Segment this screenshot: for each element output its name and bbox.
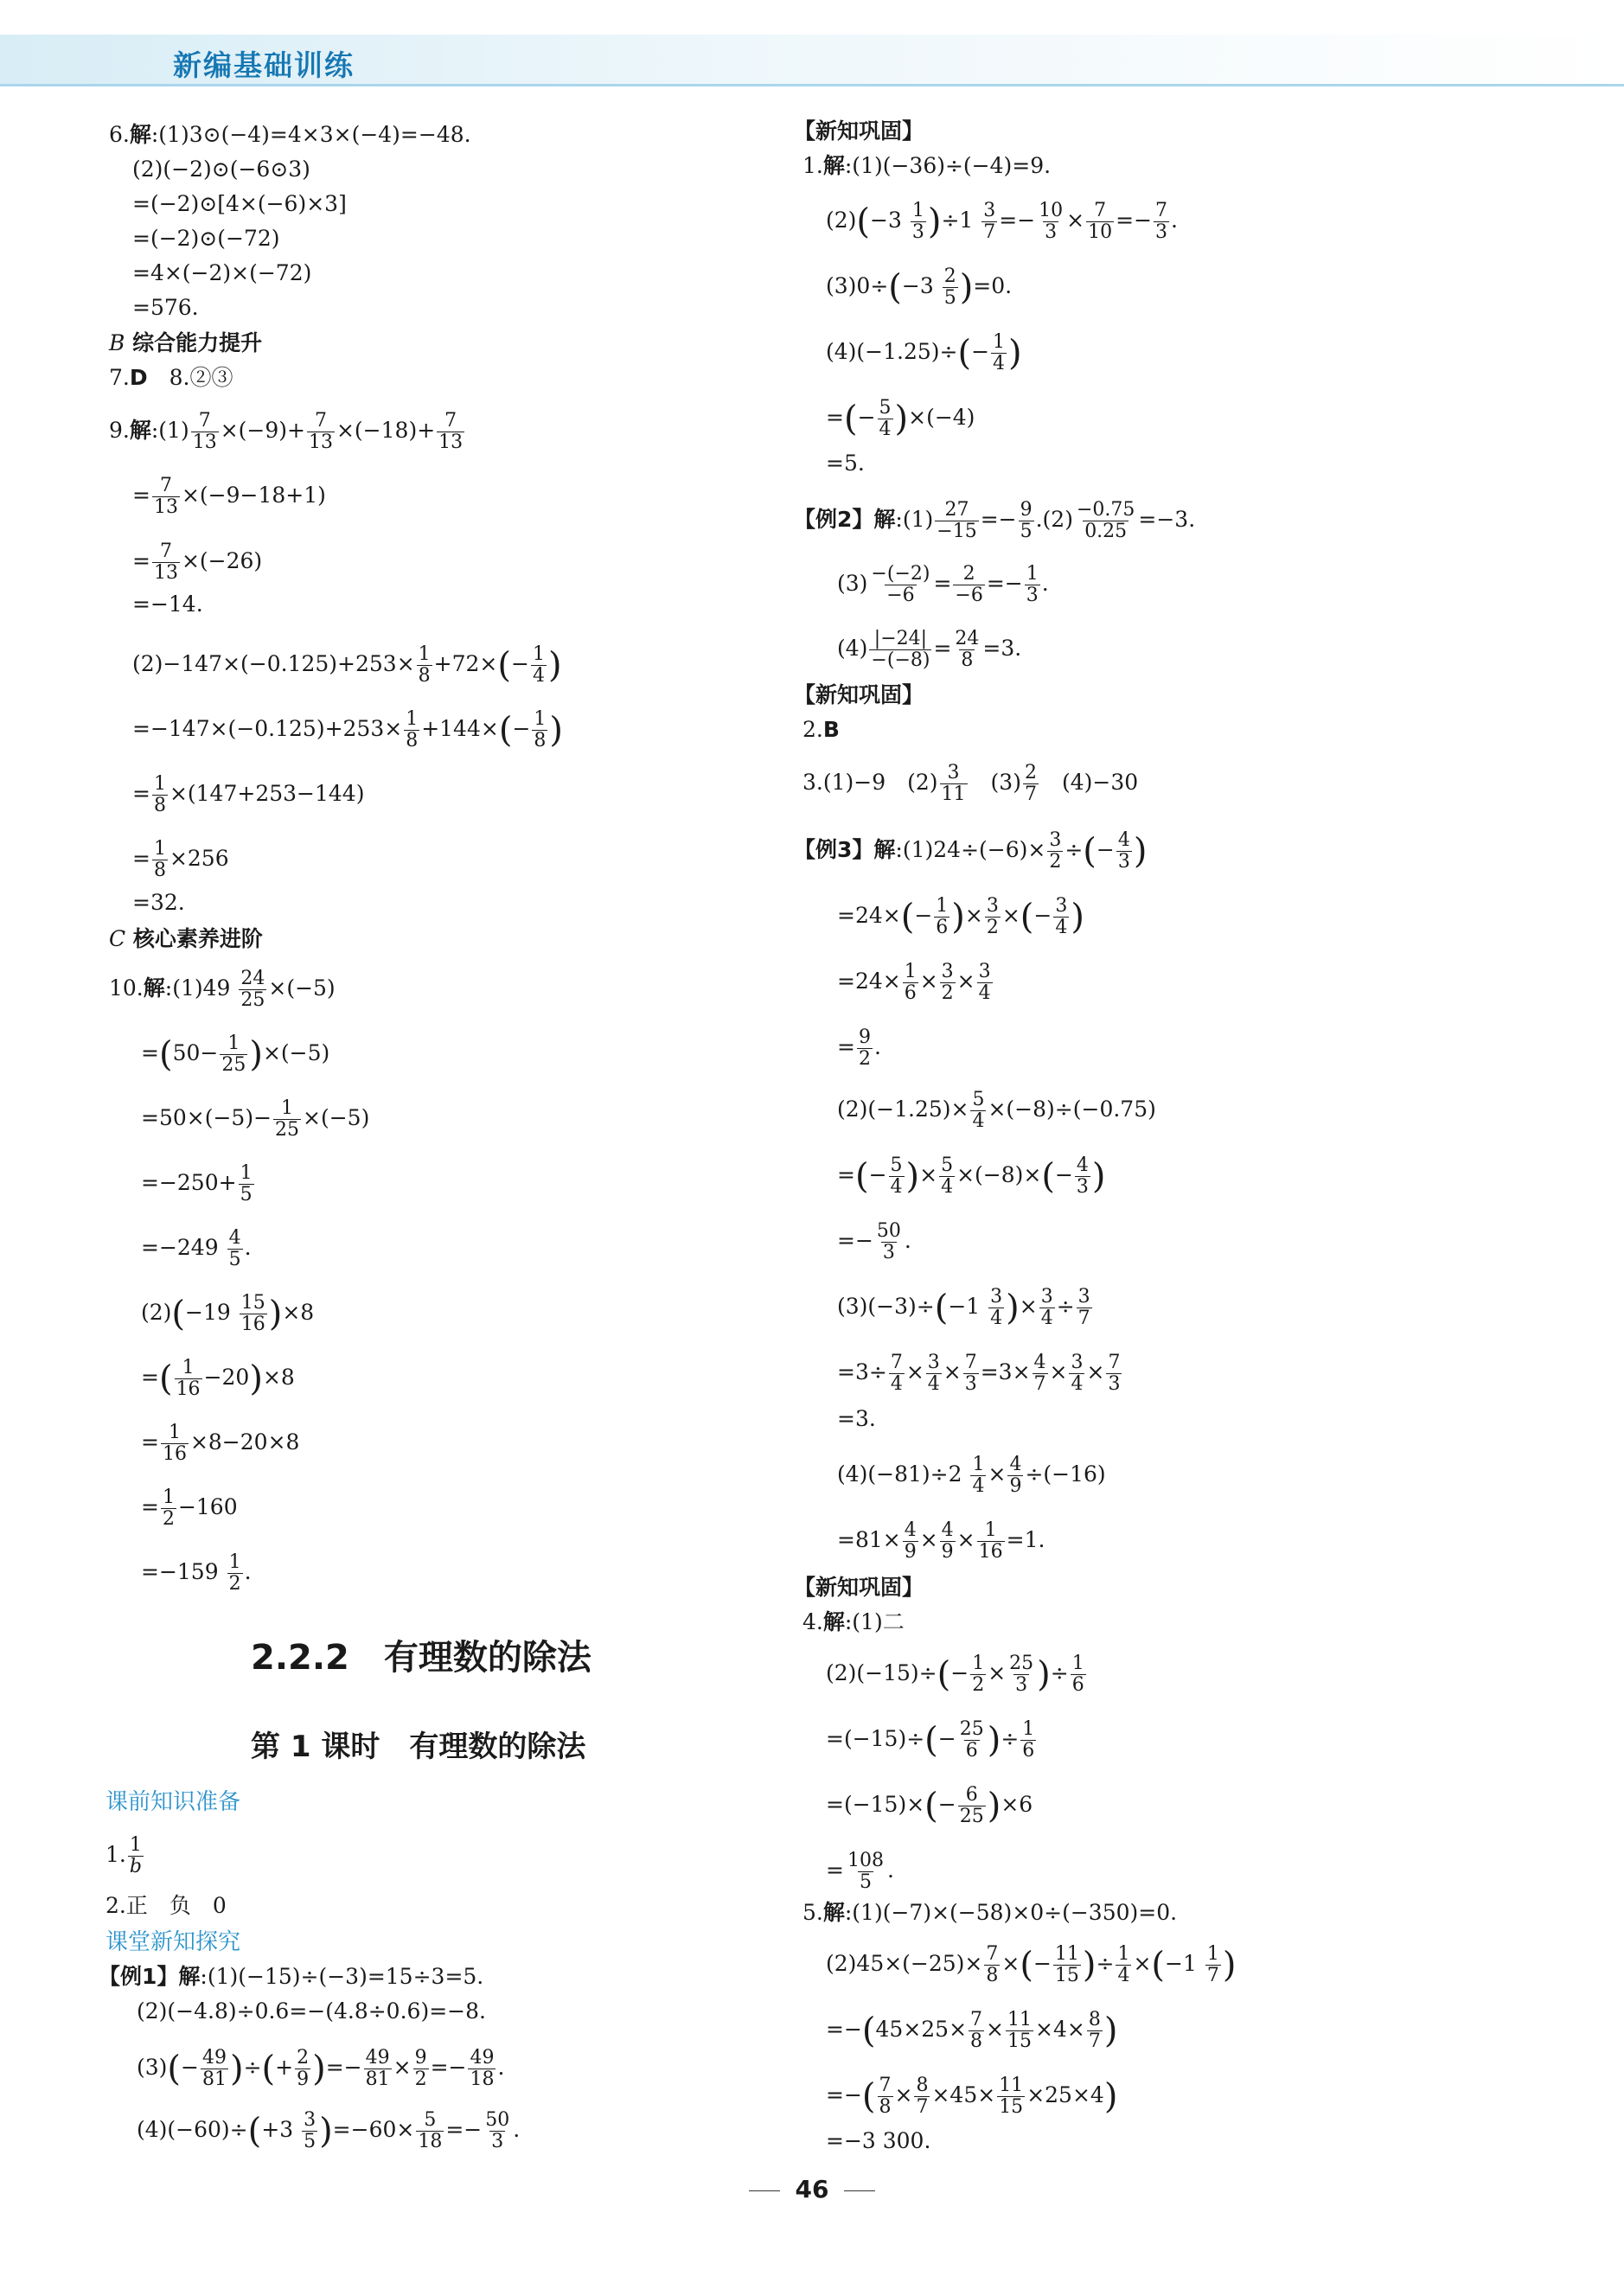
header-title: 新编基础训练 [173, 48, 355, 82]
r4-line-2: (2)(−15)÷(− $\frac{1}{2}$ × $\frac{25}{3}$ )÷ $\frac{1}{6}$ [826, 1653, 1084, 1696]
example3-line-4: = $\frac{9}{2}$ . [837, 1026, 881, 1070]
q6-line-1: 6.解:(1)3⊙(−4)=4×3×(−4)=−48. [109, 122, 471, 147]
example2-line-3: (4) $\frac{|-24|}{-(-8)}$ = $\frac{24}{8}$ =3. [837, 628, 1022, 671]
r4-line-4: =(−15)×(− $\frac{6}{25}$ )×6 [826, 1784, 1033, 1827]
r3-answer: 3.(1)−9 (2) $\frac{3}{11}$ (3) $\frac{2}{7}$ (4)−30 [802, 762, 1139, 805]
r1-line-3: (3)0÷(−3 $\frac{2}{5}$ )=0. [826, 265, 1013, 309]
r2-answer: 2.B [802, 717, 840, 742]
example3-line-1: 【例3】解:(1)24÷(−6)× $\frac{3}{2}$ ÷(− $\frac{4}{3}$ ) [794, 829, 1148, 873]
r5-line-3: =−(45×25× $\frac{7}{8}$ × $\frac{11}{15}$ ×4× $\frac{8}{7}$ ) [826, 2009, 1118, 2052]
example3-line-8: (3)(−3)÷(−1 $\frac{3}{4}$ )× $\frac{3}{4}$ ÷ $\frac{3}{7}$ [837, 1286, 1090, 1329]
r5-line-5: =−3 300. [826, 2128, 931, 2153]
example2-line-1: 【例2】解:(1) $\frac{27}{-15}$ =− $\frac{9}{5}$ .(2) $\frac{-0.75}{0.25}$ =−3. [794, 499, 1196, 542]
example1-line-2: (2)(−4.8)÷0.6=−(4.8÷0.6)=−8. [137, 1998, 486, 2024]
header-divider [0, 84, 1624, 86]
example3-line-11: (4)(−81)÷2 $\frac{1}{4}$ × $\frac{4}{9}$ ÷(−16) [837, 1454, 1106, 1497]
q10-line-4: =−250+ $\frac{1}{5}$ [141, 1162, 253, 1205]
lesson-title: 第 1 课时 有理数的除法 [251, 1730, 586, 1764]
r4-line-3: =(−15)÷(− $\frac{25}{6}$ )÷ $\frac{1}{6}$ [826, 1718, 1035, 1762]
r5-line-2: (2)45×(−25)× $\frac{7}{8}$ ×(− $\frac{11}{15}$ )÷ $\frac{1}{4}$ ×(−1 $\frac{1}{7}$ ) [826, 1943, 1237, 1986]
example3-line-9: =3÷ $\frac{7}{4}$ × $\frac{3}{4}$ × $\frac{7}{3}$ =3× $\frac{4}{7}$ × $\frac{3}{4}$ × $\frac{7}{3}$ [837, 1352, 1121, 1395]
explore-heading: 课堂新知探究 [105, 1929, 241, 1955]
q10-line-6: (2)(−19 $\frac{15}{16}$ )×8 [141, 1292, 315, 1335]
q6-line-4: =(−2)⊙(−72) [132, 226, 280, 251]
example3-line-2: =24×(− $\frac{1}{6}$ )× $\frac{3}{2}$ ×(− $\frac{3}{4}$ ) [837, 895, 1084, 938]
section-c-heading: C 核心素养进阶 [109, 926, 263, 951]
r5-line-4: =−( $\frac{7}{8}$ × $\frac{8}{7}$ ×45× $\frac{11}{15}$ ×25×4) [826, 2075, 1118, 2118]
example1-line-4: (4)(−60)÷(+3 $\frac{3}{5}$ )=−60× $\frac{5}{18}$ =− $\frac{50}{3}$ . [137, 2109, 521, 2152]
pre-q2: 2.正 负 0 [105, 1893, 227, 1918]
q6-line-6: =576. [132, 295, 199, 320]
example3-line-5: (2)(−1.25)× $\frac{5}{4}$ ×(−8)÷(−0.75) [837, 1089, 1156, 1132]
q10-line-10: =−159 $\frac{1}{2}$ . [141, 1551, 252, 1595]
q10-line-5: =−249 $\frac{4}{5}$ . [141, 1227, 252, 1270]
r1-line-4b: =(− $\frac{5}{4}$ )×(−4) [826, 397, 975, 440]
q10-line-2: =(50− $\frac{1}{25}$ )×(−5) [141, 1033, 330, 1076]
r1-line-4: (4)(−1.25)÷(− $\frac{1}{4}$ ) [826, 331, 1022, 374]
q9-line-4: =−14. [132, 591, 203, 617]
section-title: 2.2.2 有理数的除法 [251, 1638, 591, 1678]
r4-line-5: = $\frac{108}{5}$ . [826, 1850, 894, 1893]
q10-line-3: =50×(−5)− $\frac{1}{25}$ ×(−5) [141, 1097, 370, 1141]
example2-line-2: (3) $\frac{-(-2)}{-6}$ = $\frac{2}{-6}$ =− $\frac{1}{3}$ . [837, 563, 1049, 606]
pre-class-heading: 课前知识准备 [105, 1789, 241, 1815]
r1-line-5: =5. [826, 451, 865, 476]
q9-line-5: (2)−147×(−0.125)+253× $\frac{1}{8}$ +72×(− $\frac{1}{4}$ ) [132, 643, 562, 687]
q6-line-5: =4×(−2)×(−72) [132, 260, 312, 285]
r5-line-1: 5.解:(1)(−7)×(−58)×0÷(−350)=0. [802, 1900, 1178, 1925]
r1-line-1: 1.解:(1)(−36)÷(−4)=9. [802, 153, 1052, 178]
pre-q1: 1. $\frac{1}{b}$ [105, 1834, 142, 1877]
q9-line-8: = $\frac{1}{8}$ ×256 [132, 838, 229, 881]
example3-line-6: =(− $\frac{5}{4}$ )× $\frac{5}{4}$ ×(−8)×(− $\frac{4}{3}$ ) [837, 1154, 1106, 1198]
q7-q8-answers: 7.D 8.②③ [109, 365, 233, 390]
example3-line-10: =3. [837, 1406, 876, 1431]
r4-line-1: 4.解:(1)二 [802, 1609, 905, 1634]
q9-line-1: 9.解:(1) $\frac{7}{13}$ ×(−9)+ $\frac{7}{13}$ ×(−18)+ $\frac{7}{13}$ [109, 410, 464, 453]
consolidate-heading-3: 【新知巩固】 [794, 1575, 924, 1600]
q9-line-9: =32. [132, 890, 185, 915]
q6-line-2: (2)(−2)⊙(−6⊙3) [132, 157, 310, 182]
example3-line-7: =− $\frac{50}{3}$ . [837, 1220, 911, 1263]
example3-line-3: =24× $\frac{1}{6}$ × $\frac{3}{2}$ × $\frac{3}{4}$ [837, 961, 991, 1004]
r1-line-2: (2)(−3 $\frac{1}{3}$ )÷1 $\frac{3}{7}$ =− $\frac{10}{3}$ × $\frac{7}{10}$ =− $\frac{7}{3}$ . [826, 200, 1178, 243]
consolidate-heading-2: 【新知巩固】 [794, 682, 924, 707]
q9-line-3: = $\frac{7}{13}$ ×(−26) [132, 540, 263, 584]
q9-line-2: = $\frac{7}{13}$ ×(−9−18+1) [132, 475, 326, 518]
page-number: 46 [0, 2175, 1624, 2203]
example1-line-1: 【例1】解:(1)(−15)÷(−3)=15÷3=5. [99, 1964, 484, 1989]
q9-line-6: =−147×(−0.125)+253× $\frac{1}{8}$ +144×(− $\frac{1}{8}$ ) [132, 708, 563, 751]
q6-line-3: =(−2)⊙[4×(−6)×3] [132, 191, 347, 216]
example3-line-12: =81× $\frac{4}{9}$ × $\frac{4}{9}$ × $\frac{1}{16}$ =1. [837, 1519, 1045, 1563]
section-b-heading: B 综合能力提升 [109, 330, 263, 355]
q10-line-1: 10.解:(1)49 $\frac{24}{25}$ ×(−5) [109, 968, 336, 1011]
q10-line-8: = $\frac{1}{16}$ ×8−20×8 [141, 1422, 300, 1465]
example1-line-3: (3)(− $\frac{49}{81}$ )÷(+ $\frac{2}{9}$ )=− $\frac{49}{81}$ × $\frac{9}{2}$ =− $\frac{49}{18}$ . [137, 2047, 505, 2090]
q10-line-7: =( $\frac{1}{16}$ −20)×8 [141, 1357, 295, 1400]
consolidate-heading-1: 【新知巩固】 [794, 118, 924, 144]
q10-line-9: = $\frac{1}{2}$ −160 [141, 1487, 238, 1530]
q9-line-7: = $\frac{1}{8}$ ×(147+253−144) [132, 773, 365, 816]
